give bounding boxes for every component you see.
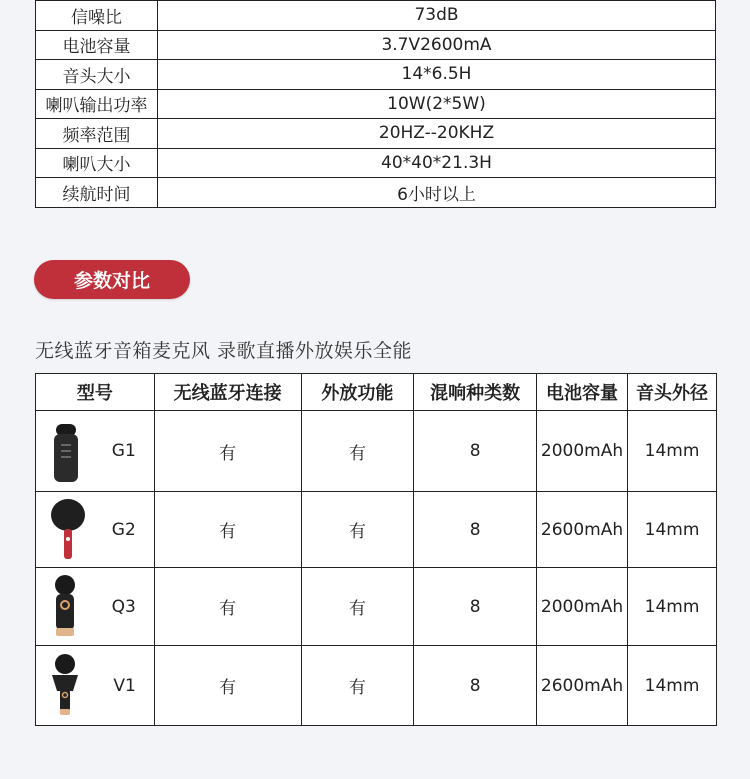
spec-label: 频率范围 — [36, 119, 158, 149]
spec-label: 信噪比 — [36, 1, 158, 31]
spec-row — [36, 1, 716, 31]
spec-value: 6小时以上 — [158, 178, 716, 208]
cell-bluetooth: 有 — [154, 492, 301, 568]
cell-battery: 2000mAh — [537, 568, 628, 646]
spec-label: 电池容量 — [36, 30, 158, 60]
cell-bluetooth: 有 — [154, 411, 301, 492]
table-row — [36, 411, 717, 492]
header-reverb: 混响种类数 — [414, 374, 537, 411]
spec-value: 73dB — [158, 1, 716, 31]
mic-q3-icon — [48, 574, 82, 640]
cell-bluetooth: 有 — [154, 568, 301, 646]
cell-speaker: 有 — [301, 411, 414, 492]
cell-reverb: 8 — [414, 568, 537, 646]
section-subtitle: 无线蓝牙音箱麦克风 录歌直播外放娱乐全能 — [35, 340, 413, 362]
model-cell — [36, 492, 155, 568]
cell-battery: 2600mAh — [537, 646, 628, 726]
header-speaker: 外放功能 — [301, 374, 414, 411]
header-head: 音头外径 — [628, 374, 717, 411]
cell-head: 14mm — [628, 492, 717, 568]
cell-head: 14mm — [628, 646, 717, 726]
spec-value: 20HZ--20KHZ — [158, 119, 716, 149]
header-bluetooth: 无线蓝牙连接 — [154, 374, 301, 411]
model-name: Q3 — [111, 596, 136, 617]
spec-label: 音头大小 — [36, 60, 158, 90]
cell-head: 14mm — [628, 568, 717, 646]
cell-bluetooth: 有 — [154, 646, 301, 726]
spec-value: 3.7V2600mA — [158, 30, 716, 60]
spec-table — [35, 0, 716, 208]
mic-g1-icon — [48, 418, 82, 484]
mic-v1-icon — [48, 653, 82, 719]
spec-row — [36, 178, 716, 208]
cell-reverb: 8 — [414, 646, 537, 726]
header-model: 型号 — [36, 374, 155, 411]
spec-value: 14*6.5H — [158, 60, 716, 90]
section-pill-compare: 参数对比 — [34, 260, 190, 299]
cell-speaker: 有 — [301, 646, 414, 726]
spec-value: 10W(2*5W) — [158, 89, 716, 119]
spec-label: 续航时间 — [36, 178, 158, 208]
table-row — [36, 568, 717, 646]
table-row — [36, 646, 717, 726]
spec-row — [36, 89, 716, 119]
comparison-header-row — [36, 374, 717, 411]
mic-g2-icon — [48, 497, 88, 563]
spec-value: 40*40*21.3H — [158, 148, 716, 178]
header-battery: 电池容量 — [537, 374, 628, 411]
spec-row — [36, 148, 716, 178]
model-cell — [36, 411, 155, 492]
cell-speaker: 有 — [301, 568, 414, 646]
model-name: G2 — [111, 519, 136, 540]
cell-head: 14mm — [628, 411, 717, 492]
table-row — [36, 492, 717, 568]
model-name: V1 — [113, 675, 136, 696]
model-cell — [36, 646, 155, 726]
model-cell — [36, 568, 155, 646]
cell-reverb: 8 — [414, 492, 537, 568]
comparison-table — [35, 373, 717, 726]
cell-reverb: 8 — [414, 411, 537, 492]
spec-row — [36, 119, 716, 149]
cell-battery: 2600mAh — [537, 492, 628, 568]
spec-row — [36, 30, 716, 60]
spec-label: 喇叭大小 — [36, 148, 158, 178]
spec-row — [36, 60, 716, 90]
spec-label: 喇叭输出功率 — [36, 89, 158, 119]
cell-speaker: 有 — [301, 492, 414, 568]
model-name: G1 — [111, 441, 136, 461]
cell-battery: 2000mAh — [537, 411, 628, 492]
